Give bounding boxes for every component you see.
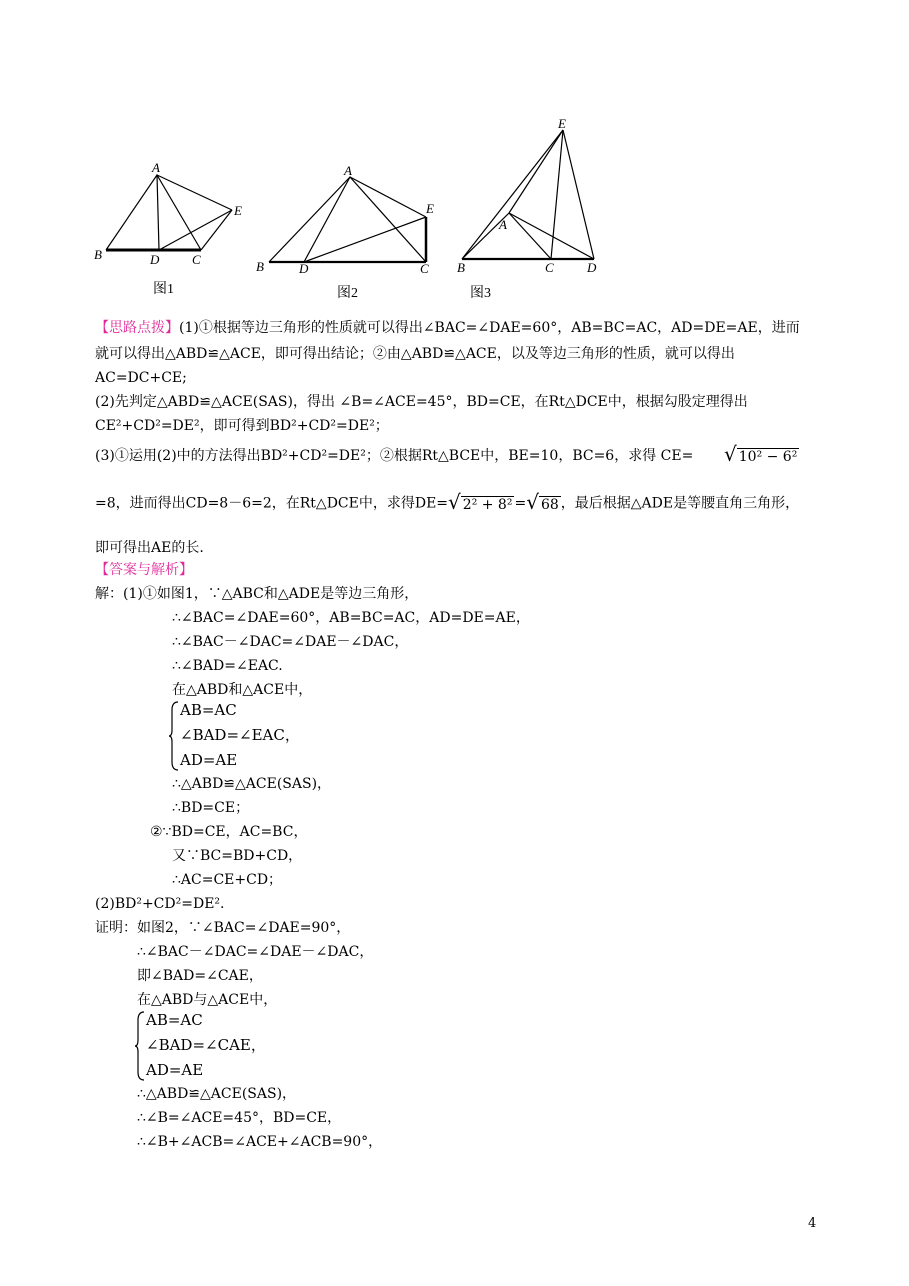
label-B: B xyxy=(457,260,465,275)
label-A: A xyxy=(344,163,352,178)
figure-3 xyxy=(450,112,610,277)
hint-paragraph-3a: (3)①运用(2)中的方法得出BD²+CD²=DE²；②根据Rt△BCE中，BE=10，BC=6，求得 CE= xyxy=(95,448,694,464)
label-E: E xyxy=(558,116,566,131)
figure-2 xyxy=(252,160,452,275)
label-B: B xyxy=(256,259,264,274)
answer-line-18: ∴∠B+∠ACB=∠ACE+∠ACB=90°， xyxy=(137,1134,383,1150)
answer-title: 【答案与解析】 xyxy=(95,562,193,578)
system-1-eq-3: AD=AE xyxy=(180,751,238,769)
label-C: C xyxy=(192,252,201,267)
answer-line-6: ∴△ABD≌△ACE(SAS)， xyxy=(172,776,332,792)
brace-1 xyxy=(168,700,180,772)
label-B: B xyxy=(94,247,102,262)
answer-line-17: ∴∠B=∠ACE=45°，BD=CE， xyxy=(137,1110,342,1126)
label-A: A xyxy=(152,160,160,175)
label-D: D xyxy=(150,252,160,267)
answer-line-4: ∴∠BAD=∠EAC. xyxy=(172,658,283,674)
label-A: A xyxy=(499,217,507,232)
answer-line-3: ∴∠BAC－∠DAC=∠DAE－∠DAC， xyxy=(172,634,409,650)
page-number: 4 xyxy=(808,1216,817,1231)
label-C: C xyxy=(420,261,429,275)
hint-paragraph-3d: 即可得出AE的长. xyxy=(95,540,204,556)
answer-line-5: 在△ABD和△ACE中， xyxy=(172,682,313,698)
hint-paragraph-2a: (2)先判定△ABD≌△ACE(SAS)，得出 ∠B=∠ACE=45°，BD=CE，在Rt△DCE中，根据勾股定理得出 xyxy=(95,394,748,410)
answer-line-1: 解：(1)①如图1，∵△ABC和△ADE是等边三角形， xyxy=(95,586,419,602)
hint-paragraph-1b: 就可以得出△ABD≌△ACE，即可得出结论；②由△ABD≌△ACE，以及等边三角形的性质，就可以得出 xyxy=(95,346,735,362)
hint-title: 【思路点拨】 xyxy=(95,320,179,336)
answer-line-14: 即∠BAD=∠CAE， xyxy=(137,968,263,984)
figure-1 xyxy=(90,160,260,270)
brace-2 xyxy=(134,1010,146,1082)
answer-line-8: ②∵BD=CE，AC=BC， xyxy=(150,824,308,840)
answer-line-7: ∴BD=CE； xyxy=(172,800,250,816)
answer-line-15: 在△ABD与△ACE中， xyxy=(137,992,278,1008)
answer-line-12: 证明：如图2，∵∠BAC=∠DAE=90°， xyxy=(95,920,351,936)
label-D: D xyxy=(587,260,597,275)
label-E: E xyxy=(426,201,434,216)
answer-line-11: (2)BD²+CD²=DE². xyxy=(95,896,225,912)
label-D: D xyxy=(299,261,309,275)
sqrt-ce: √ 10² − 6² xyxy=(724,442,798,466)
answer-line-10: ∴AC=CE+CD； xyxy=(172,872,283,888)
system-2-eq-1: AB=AC xyxy=(146,1011,203,1029)
answer-line-9: 又∵BC=BD+CD， xyxy=(172,848,303,864)
system-1-eq-1: AB=AC xyxy=(180,701,237,719)
answer-line-16: ∴△ABD≌△ACE(SAS)， xyxy=(137,1086,297,1102)
figure-1-caption: 图1 xyxy=(153,282,174,297)
hint-paragraph-1c: AC=DC+CE; xyxy=(95,370,187,386)
figure-3-caption: 图3 xyxy=(470,286,491,301)
label-E: E xyxy=(234,203,242,218)
answer-line-2: ∴∠BAC=∠DAE=60°，AB=BC=AC，AD=DE=AE， xyxy=(172,610,530,626)
label-C: C xyxy=(545,260,554,275)
hint-paragraph-2b: CE²+CD²=DE²，即可得到BD²+CD²=DE²； xyxy=(95,418,389,434)
system-2-eq-3: AD=AE xyxy=(146,1061,204,1079)
figure-2-caption: 图2 xyxy=(337,286,358,301)
system-1-eq-2: ∠BAD=∠EAC， xyxy=(180,726,300,744)
hint-paragraph-3b: =8，进而得出CD=8－6=2，在Rt△DCE中，求得DE=√ 2² + 8² =√ 68 ，最后根据△ADE是等腰直角三角形， xyxy=(95,490,800,514)
hint-paragraph-1a: 【思路点拨】(1)①根据等边三角形的性质就可以得出∠BAC=∠DAE=60°，AB=BC=AC，AD=DE=AE，进而 xyxy=(95,320,800,336)
system-2-eq-2: ∠BAD=∠CAE， xyxy=(146,1036,266,1054)
answer-line-13: ∴∠BAC－∠DAC=∠DAE－∠DAC， xyxy=(137,944,374,960)
